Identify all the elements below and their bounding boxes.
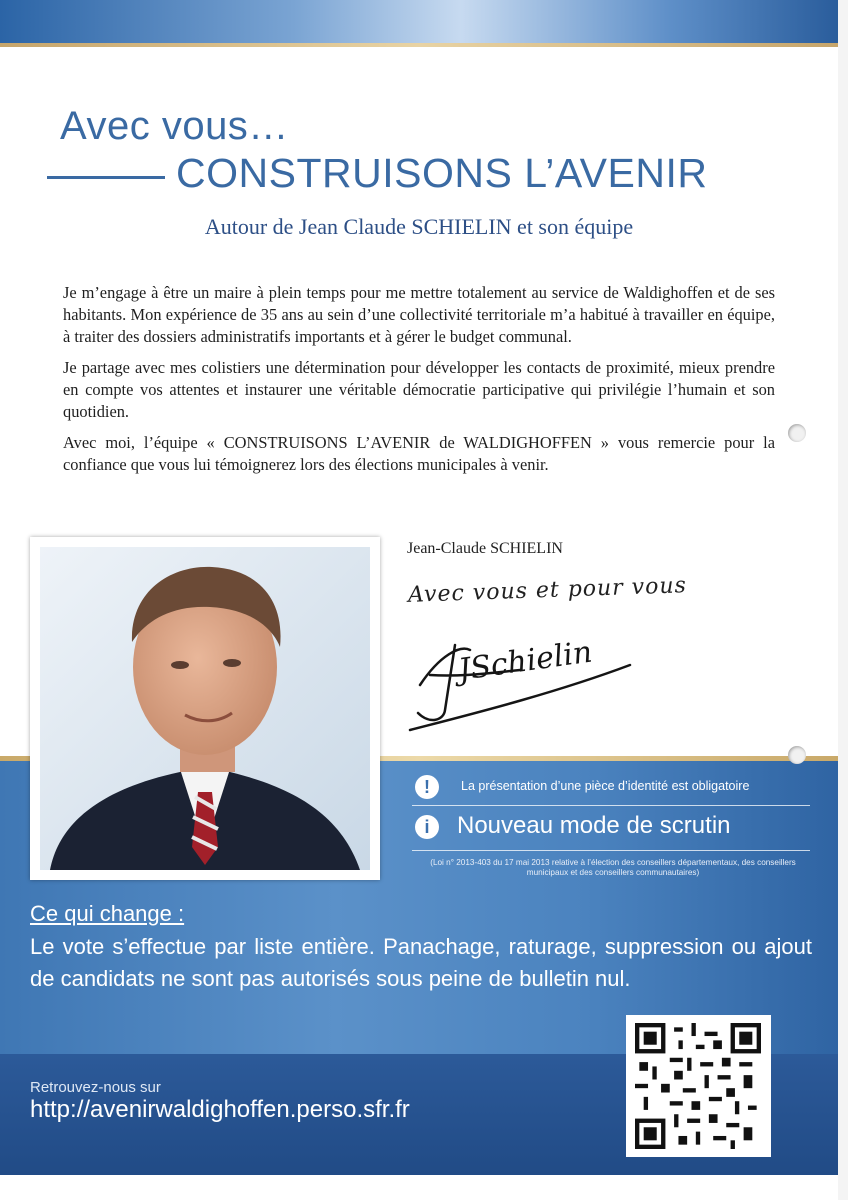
qr-code[interactable]	[626, 1015, 771, 1157]
divider	[412, 805, 810, 806]
top-banner	[0, 0, 838, 44]
website-label: Retrouvez-nous sur	[30, 1079, 161, 1096]
subtitle: Autour de Jean Claude SCHIELIN et son équipe	[204, 214, 634, 239]
divider	[412, 850, 810, 851]
signature-text: JSchielin	[456, 634, 595, 688]
handwritten-note: Avec vous et pour vous	[407, 573, 688, 608]
signer-name: Jean-Claude SCHIELIN	[407, 540, 563, 557]
paragraph-3: Avec moi, l’équipe « CONSTRUISONS L’AVENIR de WALDIGHOFFEN » vous remercie pour la confiance que vous lui témoignerez lors des élections municipales à venir.	[63, 433, 775, 474]
signature-icon	[400, 625, 650, 740]
body-text	[63, 282, 775, 485]
info-icon: i	[415, 815, 439, 839]
candidate-portrait-icon	[40, 547, 370, 870]
headline-line2: CONSTRUISONS L’AVENIR	[176, 150, 708, 196]
candidate-photo	[30, 537, 380, 880]
punch-hole-icon	[788, 746, 806, 764]
headline-rule	[47, 176, 165, 179]
paragraph-1: Je m’engage à être un maire à plein temps pour me mettre totalement au service de Waldighoffen et de ses habitants. Mon expérience de 35 ans au sein d’une collectivité territoriale m’a habitué à travailler en équipe, à traiter des dossiers administratifs importants et à gérer le budget communal.	[63, 283, 775, 346]
id-notice: La présentation d’une pièce d’identité est obligatoire	[461, 779, 750, 793]
punch-hole-icon	[788, 424, 806, 442]
paragraph-2: Je partage avec mes colistiers une détermination pour développer les contacts de proximité, mieux prendre en compte vos attentes et instaurer une véritable démocratie participative qui privilégie l’humain et son quotidien.	[63, 358, 775, 421]
exclamation-icon: !	[415, 775, 439, 799]
qr-code-icon	[634, 1023, 762, 1149]
changes-text: Le vote s’effectue par liste entière. Panachage, raturage, suppression ou ajout de candidats ne sont pas autorisés sous peine de bulletin nul.	[30, 934, 812, 991]
headline-line1: Avec vous…	[60, 104, 289, 148]
voting-mode-title: Nouveau mode de scrutin	[457, 812, 731, 839]
changes-title: Ce qui change :	[30, 901, 185, 926]
website-link[interactable]: http://avenirwaldighoffen.perso.sfr.fr	[30, 1096, 410, 1123]
law-reference: (Loi n° 2013-403 du 17 mai 2013 relative à l’élection des conseillers départementaux, des conseillers municipaux et des conseillers communautaires)	[430, 858, 796, 877]
page-edge	[838, 0, 848, 1200]
top-gold-rule	[0, 43, 838, 47]
